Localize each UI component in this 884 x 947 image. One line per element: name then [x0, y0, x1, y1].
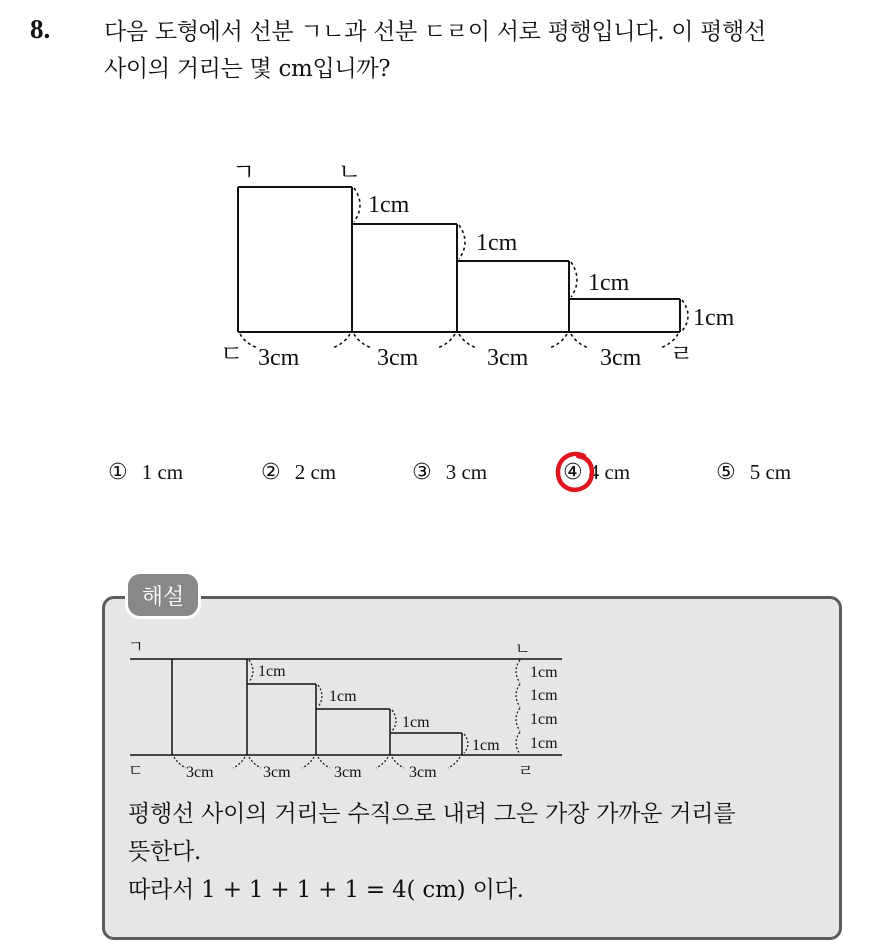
solution-line-1: 평행선 사이의 거리는 수직으로 내려 그은 가장 가까운 거리를 — [128, 801, 736, 827]
solution-text — [128, 795, 828, 909]
width-label: 3cm — [258, 345, 300, 371]
solution-line-3: 따라서 1 + 1 + 1 + 1 = 4( cm) 이다. — [128, 877, 524, 903]
sol-step-label: 1cm — [530, 711, 558, 728]
sol-step-label: 1cm — [402, 714, 430, 731]
width-label: 3cm — [600, 345, 642, 371]
sol-label-g: ㄱ — [128, 639, 144, 656]
choice-number: ③ — [412, 460, 432, 485]
choice-number: ④ — [563, 460, 583, 485]
sol-step-label: 1cm — [530, 735, 558, 752]
sol-step-label: 1cm — [258, 663, 286, 680]
sol-step-label: 1cm — [530, 687, 558, 704]
choice-text: 5 cm — [749, 460, 792, 484]
sol-width-label: 3cm — [186, 764, 214, 781]
choice-text: 2 cm — [294, 460, 337, 484]
sol-label-r: ㄹ — [518, 763, 534, 780]
choice-text: 3 cm — [445, 460, 488, 484]
sol-width-label: 3cm — [334, 764, 362, 781]
width-label: 3cm — [377, 345, 419, 371]
question-line-1: 다음 도형에서 선분 ㄱㄴ과 선분 ㄷㄹ이 서로 평행입니다. 이 평행선 — [104, 19, 766, 45]
sol-step-label: 1cm — [329, 688, 357, 705]
label-n: ㄴ — [338, 160, 362, 186]
question-number: 8. — [30, 14, 51, 44]
label-r: ㄹ — [670, 342, 694, 368]
sol-width-label: 3cm — [409, 764, 437, 781]
choice-number: ⑤ — [716, 460, 736, 485]
choice-number: ② — [261, 460, 281, 485]
solution-tab: 해설 — [128, 574, 198, 616]
sol-width-label: 3cm — [263, 764, 291, 781]
step-label: 1cm — [588, 270, 630, 296]
choice-number: ① — [108, 460, 128, 485]
sol-label-d: ㄷ — [128, 763, 144, 780]
step-label: 1cm — [368, 192, 410, 218]
question-line-2: 사이의 거리는 몇 cm입니까? — [104, 56, 391, 82]
choice-text: 1 cm — [141, 460, 184, 484]
step-label: 1cm — [693, 305, 735, 331]
label-g: ㄱ — [232, 160, 256, 186]
choice-text: 4 cm — [588, 460, 631, 484]
sol-label-n: ㄴ — [515, 641, 531, 658]
solution-line-2: 뜻한다. — [128, 839, 202, 865]
sol-step-label: 1cm — [472, 737, 500, 754]
label-d: ㄷ — [220, 342, 244, 368]
width-label: 3cm — [487, 345, 529, 371]
step-label: 1cm — [476, 230, 518, 256]
sol-step-label: 1cm — [530, 664, 558, 681]
